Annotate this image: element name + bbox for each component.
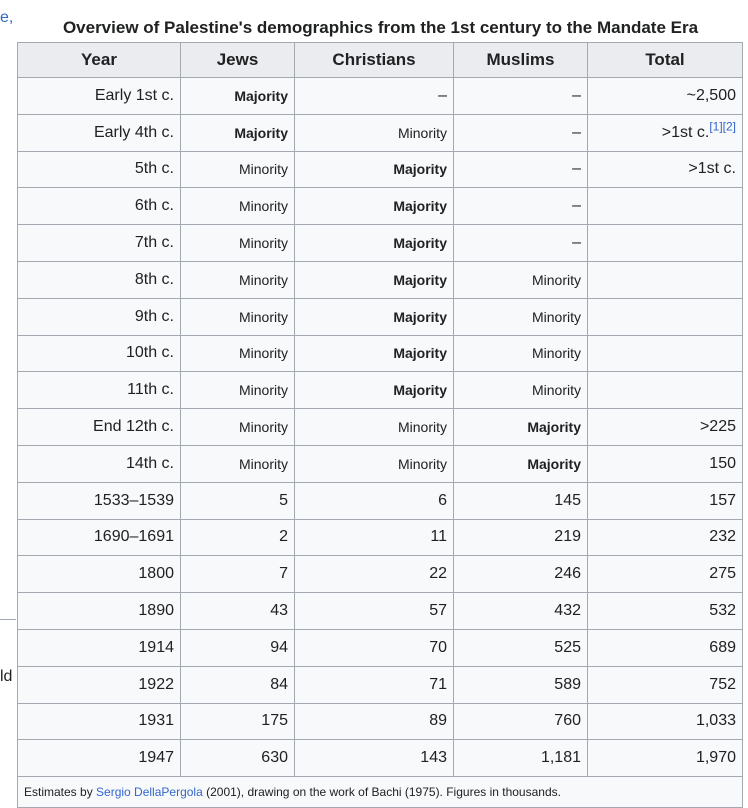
cell-christians [295,666,454,703]
cell-muslims-text: 525 [554,638,581,656]
cell-christians-text: 22 [429,565,447,583]
table-row [18,114,743,151]
header-muslims[interactable]: Muslims [454,43,588,78]
table-body [18,78,743,777]
cell-muslims-text: 1,181 [540,749,581,767]
cell-total [588,298,743,335]
cell-christians-text: 57 [429,602,447,620]
cell-total-text: 150 [709,454,736,472]
cell-total [588,372,743,409]
cell-year [18,298,181,335]
cell-total [588,740,743,777]
table-row [18,445,743,482]
cell-year-text: 5th c. [134,160,174,178]
cell-year-text: 14th c. [125,454,174,472]
cell-jews-text: 175 [261,712,288,730]
cell-muslims-text: Minority [531,308,581,325]
cell-muslims [454,629,588,666]
cell-total-text: >225 [699,418,736,436]
cell-christians [295,629,454,666]
cell-christians-text: 89 [429,712,447,730]
cell-year [18,445,181,482]
cell-year-text: 10th c. [125,344,174,362]
footnote-prefix: Estimates by [24,785,97,800]
cell-muslims [454,372,588,409]
cell-jews [181,78,295,115]
header-christians[interactable]: Christians [295,43,454,78]
cell-year-text: 11th c. [127,381,174,399]
cell-christians [295,335,454,372]
edge-text-fragment: ld [0,668,13,685]
cell-muslims [454,556,588,593]
cell-muslims [454,78,588,115]
cell-year [18,335,181,372]
cell-jews-text: 84 [270,675,288,693]
cell-christians [295,298,454,335]
table-row [18,261,743,298]
cell-christians [295,409,454,446]
cell-muslims [454,188,588,225]
table-row [18,629,743,666]
cell-total [588,188,743,225]
cell-jews [181,703,295,740]
cell-jews [181,593,295,630]
cell-christians-text: Minority [397,124,447,141]
cell-total [588,482,743,519]
cell-total [588,703,743,740]
cell-total [588,593,743,630]
cell-jews-text: 94 [270,638,288,656]
footnote-row [18,777,743,808]
cell-christians [295,519,454,556]
cell-year [18,519,181,556]
table-row [18,703,743,740]
cell-jews-text: 43 [270,602,288,620]
cell-jews [181,298,295,335]
cell-muslims [454,409,588,446]
cell-christians [295,445,454,482]
cell-jews [181,482,295,519]
cell-muslims-text: 246 [554,565,581,583]
cell-muslims-text: – [572,123,581,141]
cell-christians [295,261,454,298]
table-row [18,188,743,225]
cell-total-text: 1,970 [695,749,736,767]
cell-jews-text: 630 [261,749,288,767]
cell-christians [295,225,454,262]
cell-muslims [454,593,588,630]
cell-christians [295,78,454,115]
cell-christians [295,740,454,777]
cell-christians-text: Majority [393,308,447,325]
cell-year [18,114,181,151]
cell-year-text: 6th c. [134,197,174,215]
cell-year [18,556,181,593]
cell-year-text: Early 1st c. [94,86,174,104]
table-row [18,482,743,519]
cell-total-text: >1st c. [661,123,710,141]
table-row [18,740,743,777]
cell-muslims [454,261,588,298]
cell-year [18,372,181,409]
cell-total [588,225,743,262]
cell-muslims-text: – [572,234,581,252]
table-row [18,151,743,188]
cell-muslims-text: Minority [531,345,581,362]
cell-jews [181,114,295,151]
cell-christians-text: 71 [429,675,447,693]
edge-divider [0,619,16,620]
edge-link-fragment[interactable]: e, [0,9,14,26]
cell-muslims [454,666,588,703]
cell-year [18,261,181,298]
cell-christians [295,556,454,593]
cell-total [588,261,743,298]
cell-year [18,740,181,777]
cell-year-text: 7th c. [134,234,174,252]
cell-year [18,482,181,519]
header-total[interactable]: Total [588,43,743,78]
cell-year-text: 1890 [138,602,174,620]
cell-total [588,335,743,372]
cell-jews [181,261,295,298]
cell-jews [181,519,295,556]
header-row [18,43,743,78]
cell-muslims-text: – [572,86,581,104]
cell-year-text: 1690–1691 [93,528,174,546]
cell-christians [295,151,454,188]
cell-jews [181,372,295,409]
cell-muslims-text: Minority [531,271,581,288]
cell-year [18,151,181,188]
footnote-suffix: (2001), drawing on the work of Bachi (1975). Figures in thousands. [202,785,561,800]
cell-christians-text: Minority [397,455,447,472]
table-row [18,409,743,446]
cell-year [18,188,181,225]
cell-muslims-text: – [572,160,581,178]
cell-muslims-text: 432 [554,602,581,620]
cell-muslims-text: 219 [554,528,581,546]
cell-year [18,78,181,115]
cell-jews-text: Minority [238,382,288,399]
cell-christians-text: 70 [429,638,447,656]
cell-christians [295,372,454,409]
footnote-author-link[interactable]: Sergio DellaPergola [96,785,203,800]
cell-jews [181,225,295,262]
cell-muslims-text: 589 [554,675,581,693]
cell-jews-text: Minority [238,308,288,325]
cell-year-text: 9th c. [134,307,174,325]
table-row [18,335,743,372]
cell-year [18,593,181,630]
cell-jews [181,740,295,777]
table-row [18,298,743,335]
cell-total [588,114,743,151]
cell-total-text: 532 [709,602,736,620]
cell-total-text: ~2,500 [686,86,736,104]
header-year[interactable]: Year [18,43,181,78]
cell-jews [181,556,295,593]
cell-total [588,519,743,556]
cell-christians-text: Majority [393,161,447,178]
cell-total [588,78,743,115]
cell-jews [181,445,295,482]
table-row [18,78,743,115]
cell-christians-text: Majority [393,235,447,252]
cell-year-text: 1533–1539 [93,491,174,509]
cell-year [18,666,181,703]
cell-total [588,445,743,482]
table-row [18,556,743,593]
cell-muslims-text: Majority [527,455,581,472]
cell-total-text: 752 [709,675,736,693]
cell-christians-text: Majority [393,198,447,215]
cell-jews [181,409,295,446]
cell-jews-text: Minority [238,235,288,252]
cell-jews [181,335,295,372]
cell-jews-text: 7 [279,565,288,583]
cell-total [588,666,743,703]
cell-year [18,703,181,740]
cell-muslims [454,703,588,740]
cell-jews-text: 2 [279,528,288,546]
demographics-table [17,42,743,808]
cell-christians-text: 6 [438,491,447,509]
cell-total-text: 689 [709,638,736,656]
cell-total-text: >1st c. [688,160,736,178]
cell-muslims-text: – [572,197,581,215]
cell-jews-text: Minority [238,198,288,215]
cell-year-text: Early 4th c. [93,123,174,141]
cell-year [18,225,181,262]
cell-christians-text: Majority [393,382,447,399]
cell-muslims [454,519,588,556]
cell-christians-text: Majority [393,271,447,288]
cell-total [588,151,743,188]
cell-muslims [454,335,588,372]
cell-muslims-text: 760 [554,712,581,730]
cell-year-text: 1931 [138,712,174,730]
cell-jews [181,151,295,188]
cell-jews-text: Minority [238,161,288,178]
cell-total-text: 232 [709,528,736,546]
cell-muslims-text: Minority [531,382,581,399]
cell-year [18,629,181,666]
cell-total [588,556,743,593]
cell-christians-text: Minority [397,419,447,436]
cell-total-text: 157 [709,491,736,509]
cell-christians-text: – [438,86,447,104]
cell-jews [181,666,295,703]
cell-muslims [454,225,588,262]
cell-muslims [454,114,588,151]
cell-christians [295,703,454,740]
table-row [18,372,743,409]
table-row [18,519,743,556]
cell-year-text: 1922 [138,675,174,693]
cell-muslims [454,482,588,519]
table-footnote [18,777,743,808]
header-jews[interactable]: Jews [181,43,295,78]
cell-jews [181,188,295,225]
cell-jews-text: Majority [234,87,288,104]
cell-jews [181,629,295,666]
cell-jews-text: Minority [238,271,288,288]
table-row [18,593,743,630]
cell-muslims [454,740,588,777]
cell-muslims [454,445,588,482]
cell-christians [295,114,454,151]
citation-ref-link[interactable]: [1][2] [709,119,736,134]
cell-christians [295,593,454,630]
cell-year-text: 1947 [138,749,174,767]
cell-christians-text: 143 [420,749,447,767]
cell-total-text: 1,033 [695,712,736,730]
cell-jews-text: Majority [234,124,288,141]
cell-jews-text: Minority [238,419,288,436]
cell-muslims-text: 145 [554,491,581,509]
cell-total [588,629,743,666]
cell-year-text: 8th c. [134,270,174,288]
cell-christians-text: 11 [430,528,447,546]
cell-jews-text: Minority [238,345,288,362]
cell-muslims [454,298,588,335]
cell-year [18,409,181,446]
cell-christians [295,188,454,225]
cell-year-text: 1800 [138,565,174,583]
cell-year-text: End 12th c. [93,418,174,436]
cell-jews-text: Minority [238,455,288,472]
cell-year-text: 1914 [138,638,174,656]
cell-total [588,409,743,446]
cell-christians [295,482,454,519]
cell-muslims-text: Majority [527,419,581,436]
cell-muslims [454,151,588,188]
cell-total-text: 275 [709,565,736,583]
cell-jews-text: 5 [279,491,288,509]
table-row [18,225,743,262]
cell-christians-text: Majority [393,345,447,362]
table-row [18,666,743,703]
table-caption: Overview of Palestine's demographics from the 1st century to the Mandate Era [62,18,699,37]
